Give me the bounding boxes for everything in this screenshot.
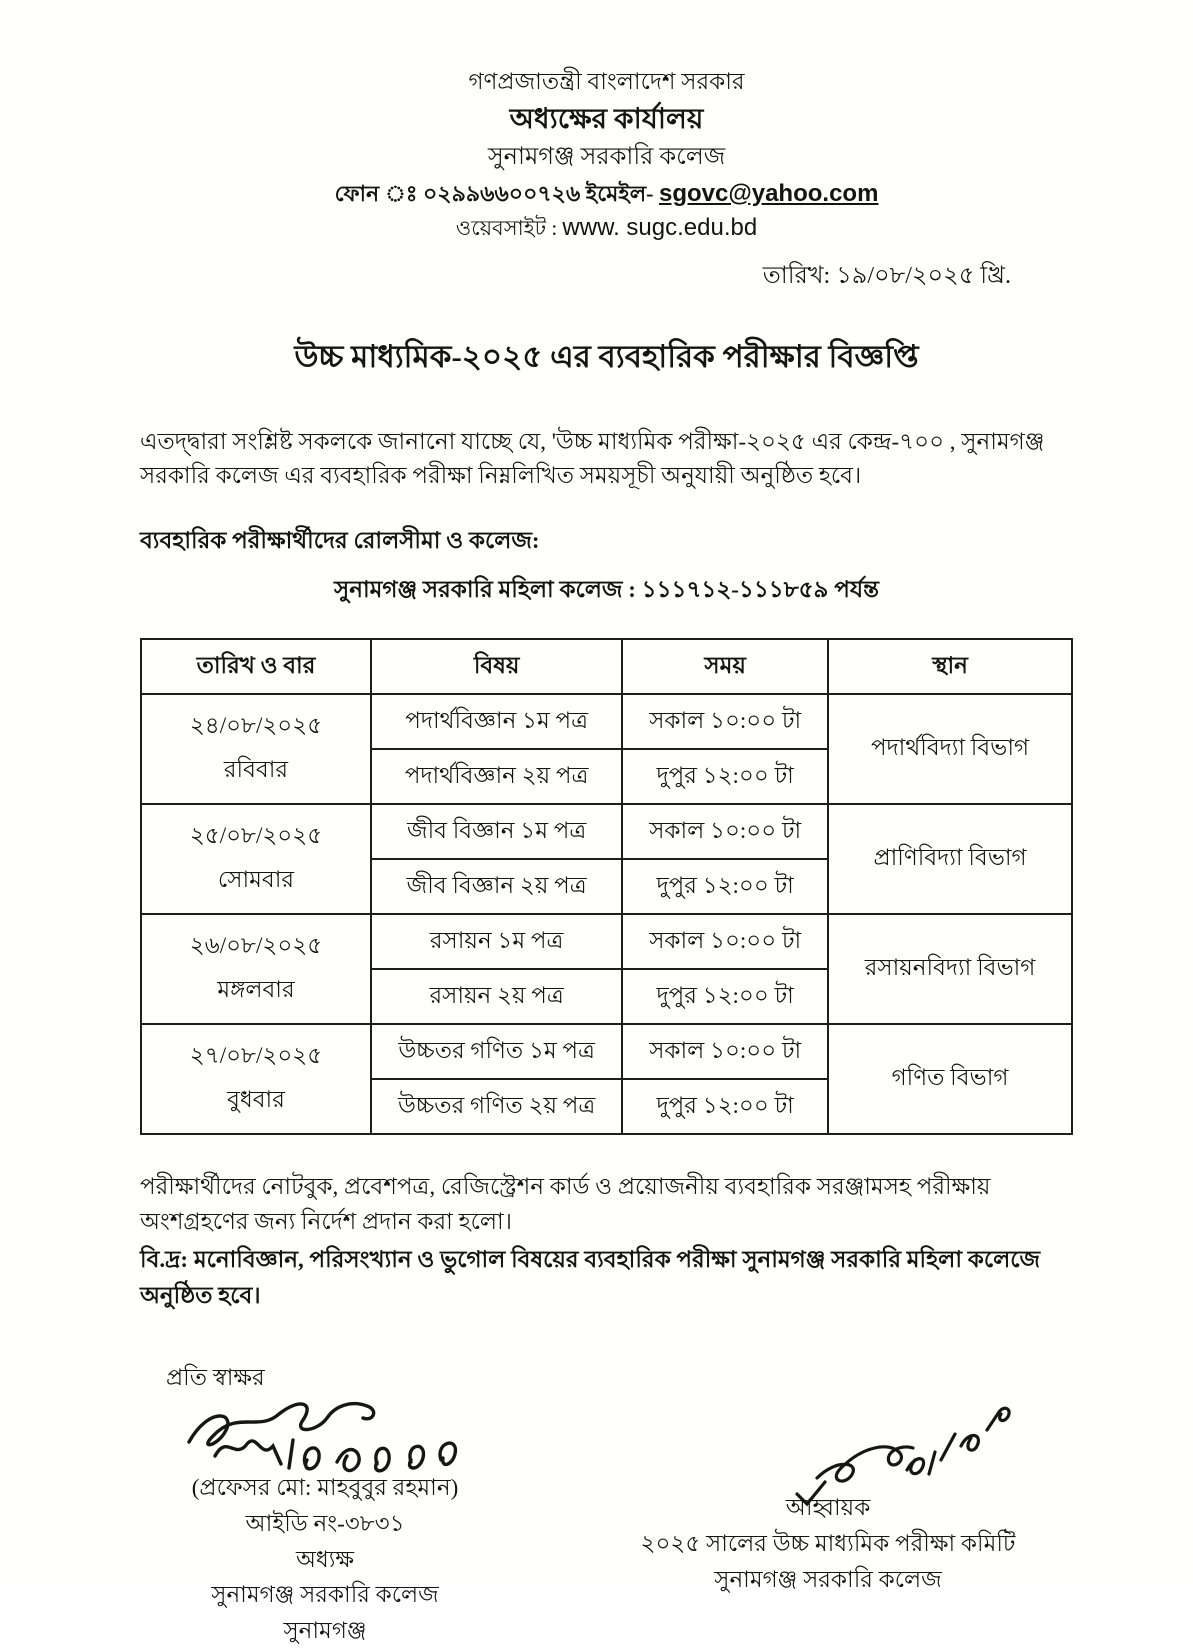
signature-row <box>140 1398 1073 1648</box>
convener-designation: আহ্বায়ক <box>785 1495 871 1521</box>
email-address: sgovc@yahoo.com <box>658 179 879 207</box>
roll-section-heading: ব্যবহারিক পরীক্ষার্থীদের রোলসীমা ও কলেজ: <box>140 527 540 553</box>
letterhead <box>140 68 1073 243</box>
time-cell: দুপুর ১২:০০ টা <box>622 749 828 804</box>
principal-college: সুনামগঞ্জ সরকারি কলেজ <box>211 1582 439 1608</box>
col-header-date-day: তারিখ ও বার <box>141 639 371 694</box>
subject-cell: পদার্থবিজ্ঞান ২য় পত্র <box>371 749 622 804</box>
date-cell <box>141 694 371 804</box>
exam-day: রবিবার <box>223 757 289 783</box>
principal-signature-block <box>140 1398 510 1648</box>
time-cell: দুপুর ১২:০০ টা <box>622 969 828 1024</box>
countersign-label: প্রতি স্বাক্ষর <box>166 1365 265 1391</box>
table-header-row <box>141 639 1072 694</box>
phone-number: ০২৯৯৬৬০০৭২৬ <box>423 180 581 206</box>
exam-date: ২৫/০৮/২০২৫ <box>189 823 323 849</box>
venue-cell: গণিত বিভাগ <box>828 1024 1072 1134</box>
principal-place: সুনামগঞ্জ <box>283 1617 367 1643</box>
table-row <box>141 804 1072 859</box>
subject-cell: রসায়ন ১ম পত্র <box>371 914 622 969</box>
college-name-line: সুনামগঞ্জ সরকারি কলেজ <box>487 143 726 170</box>
date-cell <box>141 1024 371 1134</box>
subject-cell: উচ্চতর গণিত ১ম পত্র <box>371 1024 622 1079</box>
col-header-time: সময় <box>622 639 828 694</box>
subject-cell: জীব বিজ্ঞান ১ম পত্র <box>371 804 622 859</box>
convener-committee: ২০২৫ সালের উচ্চ মাধ্যমিক পরীক্ষা কমিটি <box>640 1530 1016 1556</box>
phone-label: ফোন ঃ <box>334 180 418 206</box>
time-cell: সকাল ১০:০০ টা <box>622 804 828 859</box>
notice-title: উচ্চ মাধ্যমিক-২০২৫ এর ব্যবহারিক পরীক্ষার বিজ্ঞপ্তি <box>294 338 919 374</box>
nb-note: বি.দ্র: মনোবিজ্ঞান, পরিসংখ্যান ও ভুগোল বিষয়ের ব্যবহারিক পরীক্ষা সুনামগঞ্জ সরকারি মহিলা কলেজে অনুষ্ঠিত হবে। <box>140 1247 1041 1308</box>
website-label: ওয়েবসাইট : <box>455 215 558 240</box>
exam-date: ২৪/০৮/২০২৫ <box>189 713 323 739</box>
time-cell: সকাল ১০:০০ টা <box>622 914 828 969</box>
time-cell: সকাল ১০:০০ টা <box>622 1024 828 1079</box>
intro-paragraph: এতদ্দ্বারা সংশ্লিষ্ট সকলকে জানানো যাচ্ছে যে, 'উচ্চ মাধ্যমিক পরীক্ষা-২০২৫ এর কেন্দ্র-৭০০ , সুনামগঞ্জ সরকারি কলেজ এর ব্যবহারিক পরীক্ষা নিম্নলিখিত সময়সূচী অনুযায়ী অনুষ্ঠিত হবে। <box>140 428 1045 489</box>
exam-day: বুধবার <box>227 1087 285 1113</box>
exam-day: মঙ্গলবার <box>217 977 295 1003</box>
email-label: ইমেইল- <box>585 180 654 206</box>
time-cell: দুপুর ১২:০০ টা <box>622 859 828 914</box>
principal-id: আইডি নং-৩৮৩১ <box>245 1510 405 1536</box>
table-row <box>141 1024 1072 1079</box>
time-cell: সকাল ১০:০০ টা <box>622 694 828 749</box>
exam-date: ২৬/০৮/২০২৫ <box>189 933 323 959</box>
date-cell <box>141 914 371 1024</box>
exam-date: ২৭/০৮/২০২৫ <box>189 1043 323 1069</box>
convener-college: সুনামগঞ্জ সরকারি কলেজ <box>714 1566 942 1592</box>
table-row <box>141 694 1072 749</box>
venue-cell: প্রাণিবিদ্যা বিভাগ <box>828 804 1072 914</box>
website-address: www. sugc.edu.bd <box>562 213 758 241</box>
date-cell <box>141 804 371 914</box>
time-cell: দুপুর ১২:০০ টা <box>622 1079 828 1134</box>
principal-name: (প্রফেসর মো: মাহবুবুর রহমান) <box>191 1475 459 1501</box>
instruction-paragraph: পরীক্ষার্থীদের নোটবুক, প্রবেশপত্র, রেজিস্ট্রেশন কার্ড ও প্রয়োজনীয় ব্যবহারিক সরঞ্জামসহ পরীক্ষায় অংশগ্রহণের জন্য নির্দেশ প্রদান করা হলো। <box>140 1173 991 1235</box>
office-line: অধ্যক্ষের কার্যালয় <box>509 103 704 135</box>
subject-cell: পদার্থবিজ্ঞান ১ম পত্র <box>371 694 622 749</box>
exam-day: সোমবার <box>217 867 295 893</box>
col-header-subject: বিষয় <box>371 639 622 694</box>
subject-cell: উচ্চতর গণিত ২য় পত্র <box>371 1079 622 1134</box>
convener-signature-block <box>613 1398 1043 1648</box>
venue-cell: পদার্থবিদ্যা বিভাগ <box>828 694 1072 804</box>
subject-cell: জীব বিজ্ঞান ২য় পত্র <box>371 859 622 914</box>
venue-cell: রসায়নবিদ্যা বিভাগ <box>828 914 1072 1024</box>
subject-cell: রসায়ন ২য় পত্র <box>371 969 622 1024</box>
contact-line <box>140 179 1073 209</box>
principal-designation: অধ্যক্ষ <box>295 1546 355 1572</box>
issue-date: তারিখ: ১৯/০৮/২০২৫ খ্রি. <box>762 262 1011 289</box>
col-header-venue: স্থান <box>828 639 1072 694</box>
website-line <box>140 213 1073 243</box>
roll-range-line: সুনামগঞ্জ সরকারি মহিলা কলেজ : ১১১৭১২-১১১৮৫৯ পর্যন্ত <box>334 576 879 602</box>
exam-schedule-table <box>140 638 1073 1135</box>
table-row <box>141 914 1072 969</box>
government-line: গণপ্রজাতন্ত্রী বাংলাদেশ সরকার <box>468 69 745 94</box>
